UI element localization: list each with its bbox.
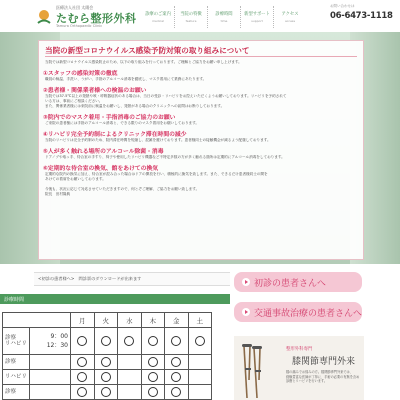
schedule-day-cell xyxy=(188,355,212,370)
nav-item-feature[interactable] xyxy=(174,6,207,28)
nav-item-sub: support xyxy=(251,19,263,23)
traffic-accident-button[interactable] xyxy=(234,302,362,322)
open-circle-icon xyxy=(77,387,87,397)
first-visit-button[interactable] xyxy=(234,272,362,292)
schedule-row-time xyxy=(30,355,71,370)
global-nav xyxy=(142,6,306,28)
open-circle-icon xyxy=(148,336,158,346)
phone-number[interactable]: 06-6473-1118 xyxy=(330,11,393,21)
first-visit-label: 初診の患者さんへ xyxy=(254,278,326,289)
schedule-day-cell xyxy=(94,355,118,370)
notice-line: あけての着席をお願いしております。 xyxy=(45,177,106,181)
schedule-day-cell xyxy=(94,385,118,400)
nav-item-label: アクセス xyxy=(281,12,299,17)
schedule-day-cell xyxy=(118,370,142,385)
schedule-row-label: 診察 xyxy=(3,385,30,400)
open-circle-icon xyxy=(171,336,181,346)
notice-section-heading: ①スタッフの感染対策の徹底 xyxy=(43,71,118,77)
header-contact xyxy=(330,4,393,28)
open-circle-icon xyxy=(101,372,111,382)
schedule-day-cell xyxy=(118,385,142,400)
open-circle-icon xyxy=(101,357,111,367)
nav-item-sub: feature xyxy=(185,19,197,23)
schedule-day-cell xyxy=(71,370,95,385)
notice-section-heading: ⑥定期的な待合室の換気、館をあけての換気 xyxy=(43,166,159,172)
schedule-day-cell xyxy=(71,328,95,355)
schedule-header-bar xyxy=(0,294,230,304)
download-text: <初診の患者様へ> 問診票のダウンロードが出来ます xyxy=(38,276,142,281)
schedule-day-cell xyxy=(71,355,95,370)
notice-line: また、関係業者様には来院前に検温をお願いし、発熱がある場合のクリニックへの訪問はお断りしております。 xyxy=(45,104,225,108)
schedule-row-time xyxy=(30,385,71,400)
notice-section xyxy=(39,163,363,182)
notice-divider xyxy=(45,56,357,57)
nav-item-label: 新型サポート xyxy=(244,12,270,17)
schedule-day-cell xyxy=(165,370,189,385)
notice-signature: 院長 田村隆典 xyxy=(45,192,71,196)
knee-clinic-description xyxy=(286,370,362,384)
schedule-row xyxy=(3,355,212,370)
schedule-row-time: 9：00 12：30 xyxy=(30,328,71,355)
notice-section xyxy=(39,146,363,160)
notice-intro xyxy=(45,60,357,65)
schedule-day-cell xyxy=(71,385,95,400)
sun-logo-icon xyxy=(36,8,52,26)
open-circle-icon xyxy=(77,336,87,346)
notice-line: いる方は、事前にご相談ください。 xyxy=(45,99,103,103)
crutches-icon xyxy=(238,340,266,400)
schedule-day-cell xyxy=(141,328,165,355)
open-circle-icon xyxy=(101,387,111,397)
schedule-row-label: リハビリ xyxy=(3,370,30,385)
schedule-day-cell xyxy=(188,328,212,355)
open-circle-icon xyxy=(195,336,205,346)
schedule-header-row xyxy=(3,313,212,328)
notice-section-body xyxy=(45,121,357,126)
open-circle-icon xyxy=(171,387,181,397)
open-circle-icon xyxy=(148,357,158,367)
notice-section-body xyxy=(45,138,357,143)
day-header: 木 xyxy=(141,313,165,328)
notice-section-heading: ②患者様・関係業者様への検温のお願い xyxy=(43,88,147,94)
knee-clinic-line: 膝の痛みでお悩みの方。膝関節専門外来では、 xyxy=(286,370,353,374)
day-header: 水 xyxy=(118,313,142,328)
schedule-day-cell xyxy=(188,385,212,400)
schedule-row-label: 診察 リハビリ xyxy=(3,328,30,355)
open-circle-icon xyxy=(101,336,111,346)
contact-label: お問い合わせは xyxy=(330,4,355,8)
open-circle-icon xyxy=(171,357,181,367)
notice-line: 定期的な院内の換気に加え、待合室が混み合った場合はドアの開放を行い、積極的に換気を致します。また、できるだけ患者様同士の間を xyxy=(45,172,268,176)
notice-section-body xyxy=(45,77,357,82)
nav-item-sub: time xyxy=(220,19,228,23)
notice-line: ご来院の患者様には手指のアルコール消毒と、できる限りのマスク着用をお願いしております。 xyxy=(45,121,200,125)
schedule-day-cell xyxy=(165,328,189,355)
logo-clinic-name: たむら整形外科 xyxy=(56,12,137,25)
nav-item-support[interactable] xyxy=(240,6,273,28)
day-header: 火 xyxy=(94,313,118,328)
knee-clinic-banner[interactable] xyxy=(234,336,364,400)
notice-line: 職員の検温、手洗い、うがい、手指のアルコール消毒を徹底し、マスク着用にて業務にあたります。 xyxy=(45,77,207,81)
notice-section xyxy=(39,85,363,109)
schedule-day-cell xyxy=(94,370,118,385)
notice-section xyxy=(39,129,363,143)
open-circle-icon xyxy=(148,387,158,397)
notice-section-heading: ⑤人が多く触れる場所のアルコール除菌・消毒 xyxy=(43,149,164,155)
knee-clinic-line: 経験豊富な医師が丁寧に、手術の必要の有無を含め xyxy=(286,374,360,379)
notice-section-body xyxy=(45,172,357,182)
schedule-row-label: 診察 xyxy=(3,355,30,370)
notice-section-heading: ③院内でのマスク着用・手指消毒のご協力のお願い xyxy=(43,115,176,121)
questionnaire-download-link[interactable] xyxy=(34,272,230,286)
nav-item-label: 診療のご案内 xyxy=(145,12,171,17)
schedule-row-time xyxy=(30,370,71,385)
day-header: 土 xyxy=(188,313,212,328)
schedule-day-cell xyxy=(94,328,118,355)
schedule-day-cell xyxy=(118,328,142,355)
schedule-row xyxy=(3,370,212,385)
site-header xyxy=(0,0,400,32)
schedule-row xyxy=(3,385,212,400)
knee-clinic-title: 膝関節専門外来 xyxy=(292,357,356,367)
schedule-day-cell xyxy=(141,385,165,400)
open-circle-icon xyxy=(171,372,181,382)
schedule-table xyxy=(2,312,212,400)
schedule-day-cell xyxy=(188,370,212,385)
notice-line: 当院のリハビリは完全予約制のため、院内滞在時間を短縮し、混雑を避けております。患者様同士の接触機会が減るよう配慮しております。 xyxy=(45,138,271,142)
notice-line: ドアノブや取っ手、待合室の手すり、椅子や使用したリハビリ機器など不特定多数の方が多く触れる箇所は定期的にアルコール消毒をしております。 xyxy=(45,155,285,159)
notice-title: 当院の新型コロナウイルス感染予防対策の取り組みについて xyxy=(45,46,250,55)
schedule-row xyxy=(3,328,212,355)
logo-corporation: 医療法人社団 太陽会 xyxy=(56,5,94,10)
schedule-day-cell xyxy=(165,355,189,370)
schedule-day-cell xyxy=(118,355,142,370)
notice-line: 当院では37.5℃以上の発熱や咳・呼吸器症状のある場合は、当日の受診・リハビリをお控えいただくようお願いしております。リハビリを予約されて xyxy=(45,94,287,98)
notice-section-body xyxy=(45,94,357,109)
schedule-day-cell xyxy=(141,355,165,370)
notice-section xyxy=(39,112,363,126)
logo-english-name: Tamura Orthopaedic Clinic xyxy=(56,24,103,28)
arrow-right-icon xyxy=(242,308,250,316)
nav-item-label: 当院の特徴 xyxy=(180,12,202,17)
nav-item-time[interactable] xyxy=(207,6,240,28)
nav-item-medical[interactable] xyxy=(142,6,174,28)
notice-closing-line: 今後も、状況に応じて対応させていただきますので、何とぞご理解、ご協力をお願い致します。 xyxy=(45,187,200,191)
open-circle-icon xyxy=(148,372,158,382)
nav-item-sub: medical xyxy=(152,19,164,23)
notice-section-heading: ④リハビリ完全予約制によるクリニック滞在時間の減少 xyxy=(43,132,187,138)
day-header: 金 xyxy=(165,313,189,328)
knee-clinic-tagline: 整形外科専門 xyxy=(286,347,313,352)
covid-notice-panel xyxy=(38,40,364,260)
nav-item-sub: access xyxy=(284,19,296,23)
notice-closing xyxy=(45,187,357,197)
day-header: 月 xyxy=(71,313,95,328)
knee-clinic-line: 診療とリハビリを行います。 xyxy=(286,379,328,384)
notice-section-body xyxy=(45,155,357,160)
open-circle-icon xyxy=(124,336,134,346)
schedule-title: 診療時間 xyxy=(4,297,25,303)
schedule-day-cell xyxy=(141,370,165,385)
arrow-right-icon xyxy=(242,278,250,286)
traffic-accident-label: 交通事故治療の患者さんへ xyxy=(254,308,362,319)
site-logo[interactable] xyxy=(36,4,156,30)
open-circle-icon xyxy=(77,357,87,367)
open-circle-icon xyxy=(77,372,87,382)
nav-item-label: 診療時間 xyxy=(215,12,233,17)
nav-item-access[interactable] xyxy=(273,6,306,28)
notice-section xyxy=(39,68,363,82)
notice-intro-line: 当院では新型コロナウイルス感染防止のため、以下の取り組みを行っております。ご理解とご協力をお願い申し上げます。 xyxy=(45,60,242,64)
schedule-day-cell xyxy=(165,385,189,400)
schedule-corner-cell xyxy=(3,313,71,328)
